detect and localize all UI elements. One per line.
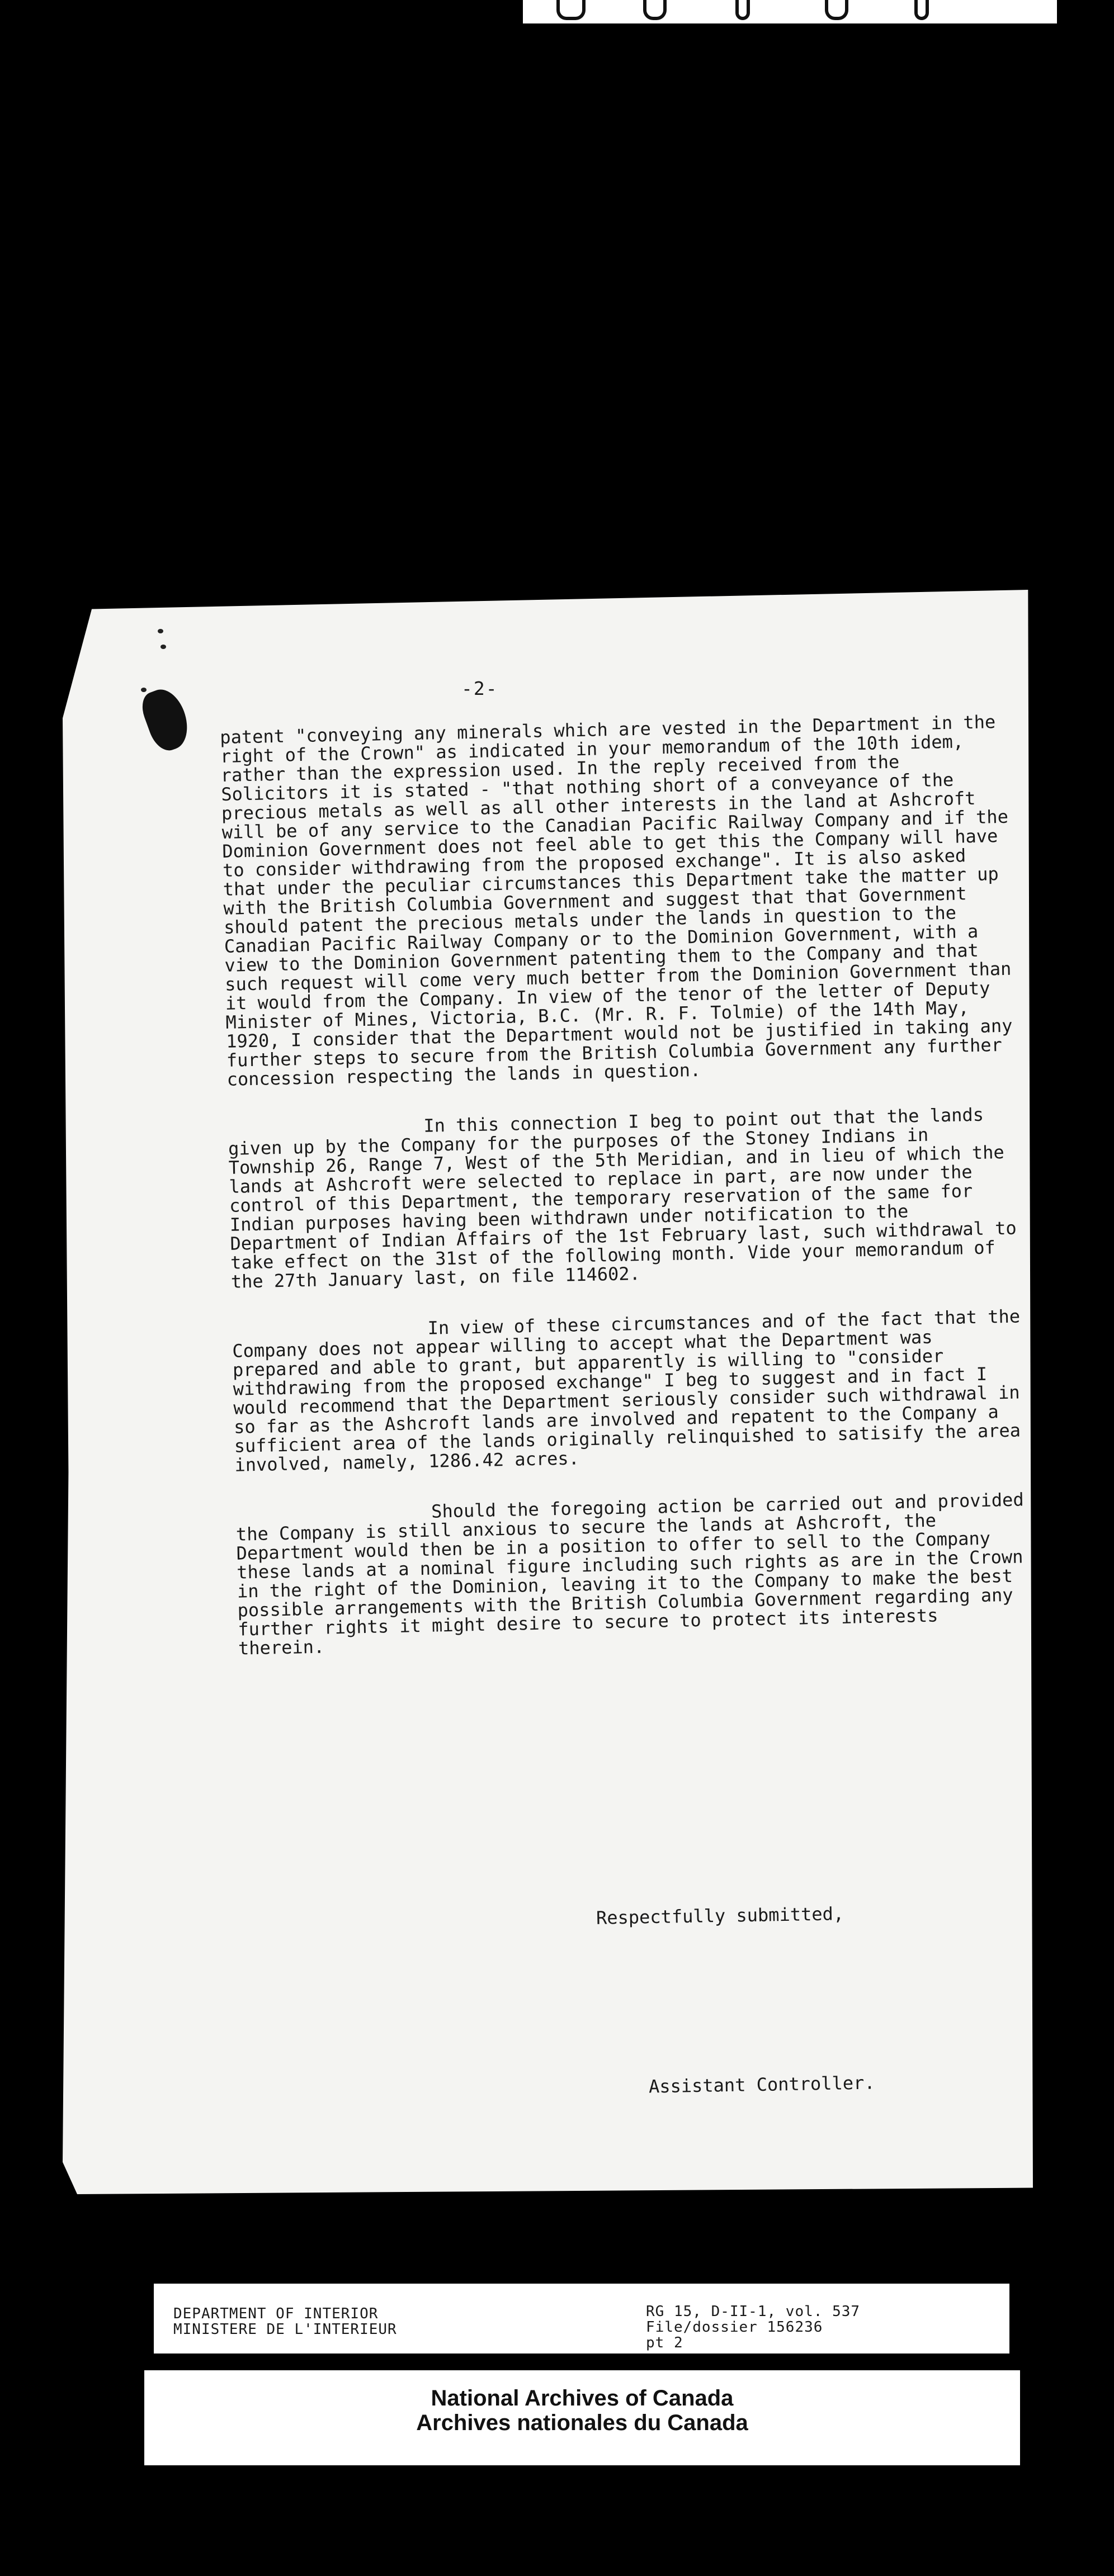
archives-name-en: National Archives of Canada: [431, 2386, 734, 2411]
paragraph: patent "conveying any minerals which are vested in the Department in the right of the Crown" as indicated in your memorandum of the 10th idem, rather than the expression used. In the reply received from the Solicitors it is stated - "that nothing short of a conveyance of the precious metals as well as all other interests in the land at Ashcroft will be of any service to the Canadian Pacific Railway Company and if the Dominion Government does not feel able to get this the Company will have to consider withdrawing from the proposed exchange". It is also asked that under the peculiar circumstances this Department take the matter up with the British Columbia Government and suggest that that Government should patent the precious metals under the lands in question to the Canadian Pacific Railway Company or to the Dominion Government, with a view to the Dominion Government patenting them to the Company and that such request will come very much better from the Dominion Government than it would from the Company. In view of the tenor of the letter of Deputy Minister of Mines, Victoria, B.C. (Mr. R. F. Tolmie) of the 14th May, 1920, I consider that the Department would not be justified in taking any further steps to secure from the British Columbia Government any further concession respecting the lands in question.: [219, 711, 1024, 1090]
paragraph: Should the foregoing action be carried out and provided the Company is still anxious to secure the lands at Ashcroft, the Department would then be in a position to offer to sell to the Company these lands at a nominal figure including such rights as are in the Crown in the right of the Dominion, leaving it to the Company to make the best possible arrangements with the British Columbia Government regarding any further rights it might desire to secure to protect its interests therein.: [235, 1489, 1035, 1659]
page-number: -2-: [461, 678, 498, 699]
signature-line: Assistant Controller.: [648, 2072, 875, 2097]
department-fr: MINISTERE DE L'INTERIEUR: [173, 2321, 397, 2338]
paragraph: In view of these circumstances and of the fact that the Company does not appear willing to accept what the Department was prepared and able to grant, but apparently is willing to "consider withdrawing from the proposed exchange" I beg to suggest and in fact I would recommend that the Department seriously consider such withdrawal in so far as the Ashcroft lands are involved and repatent to the Company a sufficient area of the lands originally relinquished to satisify the area involved, namely, 1286.42 acres.: [232, 1305, 1032, 1476]
letter-body: [220, 712, 1033, 1689]
strip-mark: [643, 0, 667, 20]
strip-mark: [914, 0, 929, 20]
archive-reference-label: [154, 2284, 1009, 2354]
file-reference-block: [646, 2304, 860, 2351]
archives-name-fr: Archives nationales du Canada: [416, 2411, 748, 2435]
top-film-strip: [523, 0, 1057, 23]
paragraph: In this connection I beg to point out that the lands given up by the Company for the purposes of the Stoney Indians in Township 26, Range 7, West of the 5th Meridian, and in lieu of which the lands at Ashcroft were selected to replace in part, are now under the control of this Department, the temporary reservation of the same for Indian purposes having been withdrawn under notification to the Department of Indian Affairs of the 1st February last, such withdrawal to take effect on the 31st of the following month. Vide your memorandum of the 27th January last, on file 114602.: [228, 1104, 1028, 1292]
strip-mark: [735, 0, 750, 20]
department-block: [173, 2306, 397, 2337]
closing-line: Respectfully submitted,: [596, 1903, 844, 1929]
file-number: File/dossier 156236: [646, 2319, 823, 2336]
part-number: pt 2: [646, 2334, 683, 2351]
record-group: RG 15, D-II-1, vol. 537: [646, 2303, 861, 2320]
national-archives-label: [144, 2370, 1020, 2465]
department-en: DEPARTMENT OF INTERIOR: [173, 2305, 379, 2322]
strip-mark: [825, 0, 848, 20]
strip-mark: [556, 0, 586, 20]
